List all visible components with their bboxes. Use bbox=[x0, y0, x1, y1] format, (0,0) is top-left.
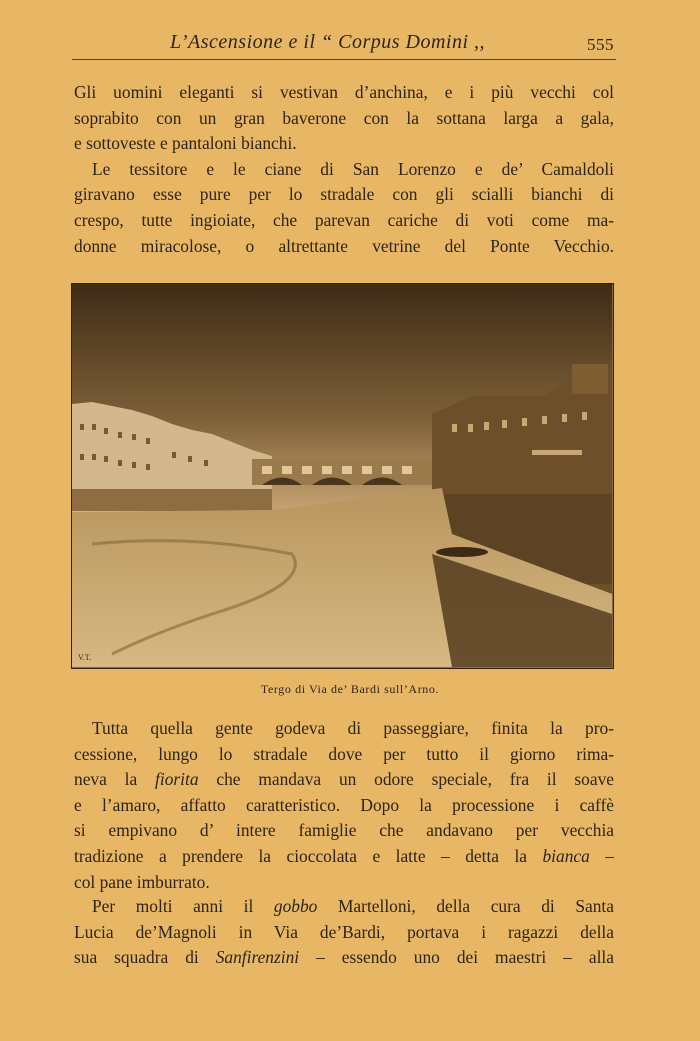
text-line bbox=[74, 844, 614, 870]
text-line: Gli uomini eleganti si vestivan d’anchina, e i più vecchi col bbox=[74, 82, 614, 102]
text-run: che mandava un odore speciale, fra il soave bbox=[198, 769, 614, 790]
text-run: neva la bbox=[74, 769, 156, 790]
italic-word: Sanfirenzini bbox=[215, 947, 300, 968]
text-line: soprabito con un gran baverone con la sottana larga a gala, bbox=[74, 107, 614, 128]
text-run: tradizione a prendere la cioccolata e latte – detta la bbox=[74, 845, 543, 866]
italic-word: gobbo bbox=[273, 896, 318, 916]
text-line: col pane imburrato. bbox=[74, 871, 210, 892]
text-line: Tutta quella gente godeva di passeggiare, finita la pro- bbox=[92, 718, 614, 738]
text-line bbox=[74, 894, 614, 920]
bridge-arches bbox=[262, 478, 402, 486]
text-line: Le tessitore e le ciane di San Lorenzo e de’ Camaldoli bbox=[92, 158, 614, 179]
italic-word: bianca bbox=[542, 845, 590, 866]
figure-caption: Tergo di Via de’ Bardi sull’Arno. bbox=[260, 682, 440, 696]
text-line: cessione, lungo lo stradale dove per tutto il giorno rima- bbox=[74, 743, 614, 764]
text-line bbox=[74, 767, 614, 793]
paragraph-4 bbox=[74, 894, 614, 971]
text-line: e sottoveste e pantaloni bianchi. bbox=[74, 133, 297, 154]
photo-illustration bbox=[72, 284, 612, 667]
text-line: donne miracolose, o altrettante vetrine del Ponte Vecchio. bbox=[74, 235, 614, 256]
right-tower bbox=[572, 364, 608, 394]
running-header bbox=[72, 28, 616, 60]
text-line bbox=[74, 945, 614, 971]
running-title: L’Ascensione e il “ Corpus Domini ,, bbox=[170, 31, 486, 53]
text-line: Lucia de’Magnoli in Via de’Bardi, portava i ragazzi della bbox=[74, 921, 614, 942]
photograph-ponte-vecchio bbox=[71, 283, 614, 669]
left-embankment bbox=[72, 489, 272, 511]
page-number: 555 bbox=[587, 35, 614, 54]
header-rule bbox=[72, 59, 616, 60]
text-run: – bbox=[589, 845, 614, 866]
boat bbox=[436, 547, 488, 557]
text-line: si empivano d’ intere famiglie che andavano per vecchia bbox=[74, 820, 614, 841]
text-line: crespo, tutte ingioiate, che parevan cariche di voti come ma- bbox=[74, 209, 614, 230]
text-line: e l’amaro, affatto caratteristico. Dopo la processione i caffè bbox=[74, 794, 614, 815]
paragraph-1 bbox=[74, 80, 614, 259]
text-run: Martelloni, della cura di Santa bbox=[317, 896, 614, 916]
photographer-signature: V.T. bbox=[78, 653, 92, 662]
text-line: giravano esse pure per lo stradale con gli scialli bianchi di bbox=[74, 184, 614, 205]
paragraph-3 bbox=[74, 716, 614, 895]
text-run: sua squadra di bbox=[74, 947, 216, 968]
text-run: – essendo uno dei maestri – alla bbox=[299, 947, 614, 968]
text-run: Per molti anni il bbox=[92, 896, 274, 916]
italic-word: fiorita bbox=[155, 769, 199, 790]
